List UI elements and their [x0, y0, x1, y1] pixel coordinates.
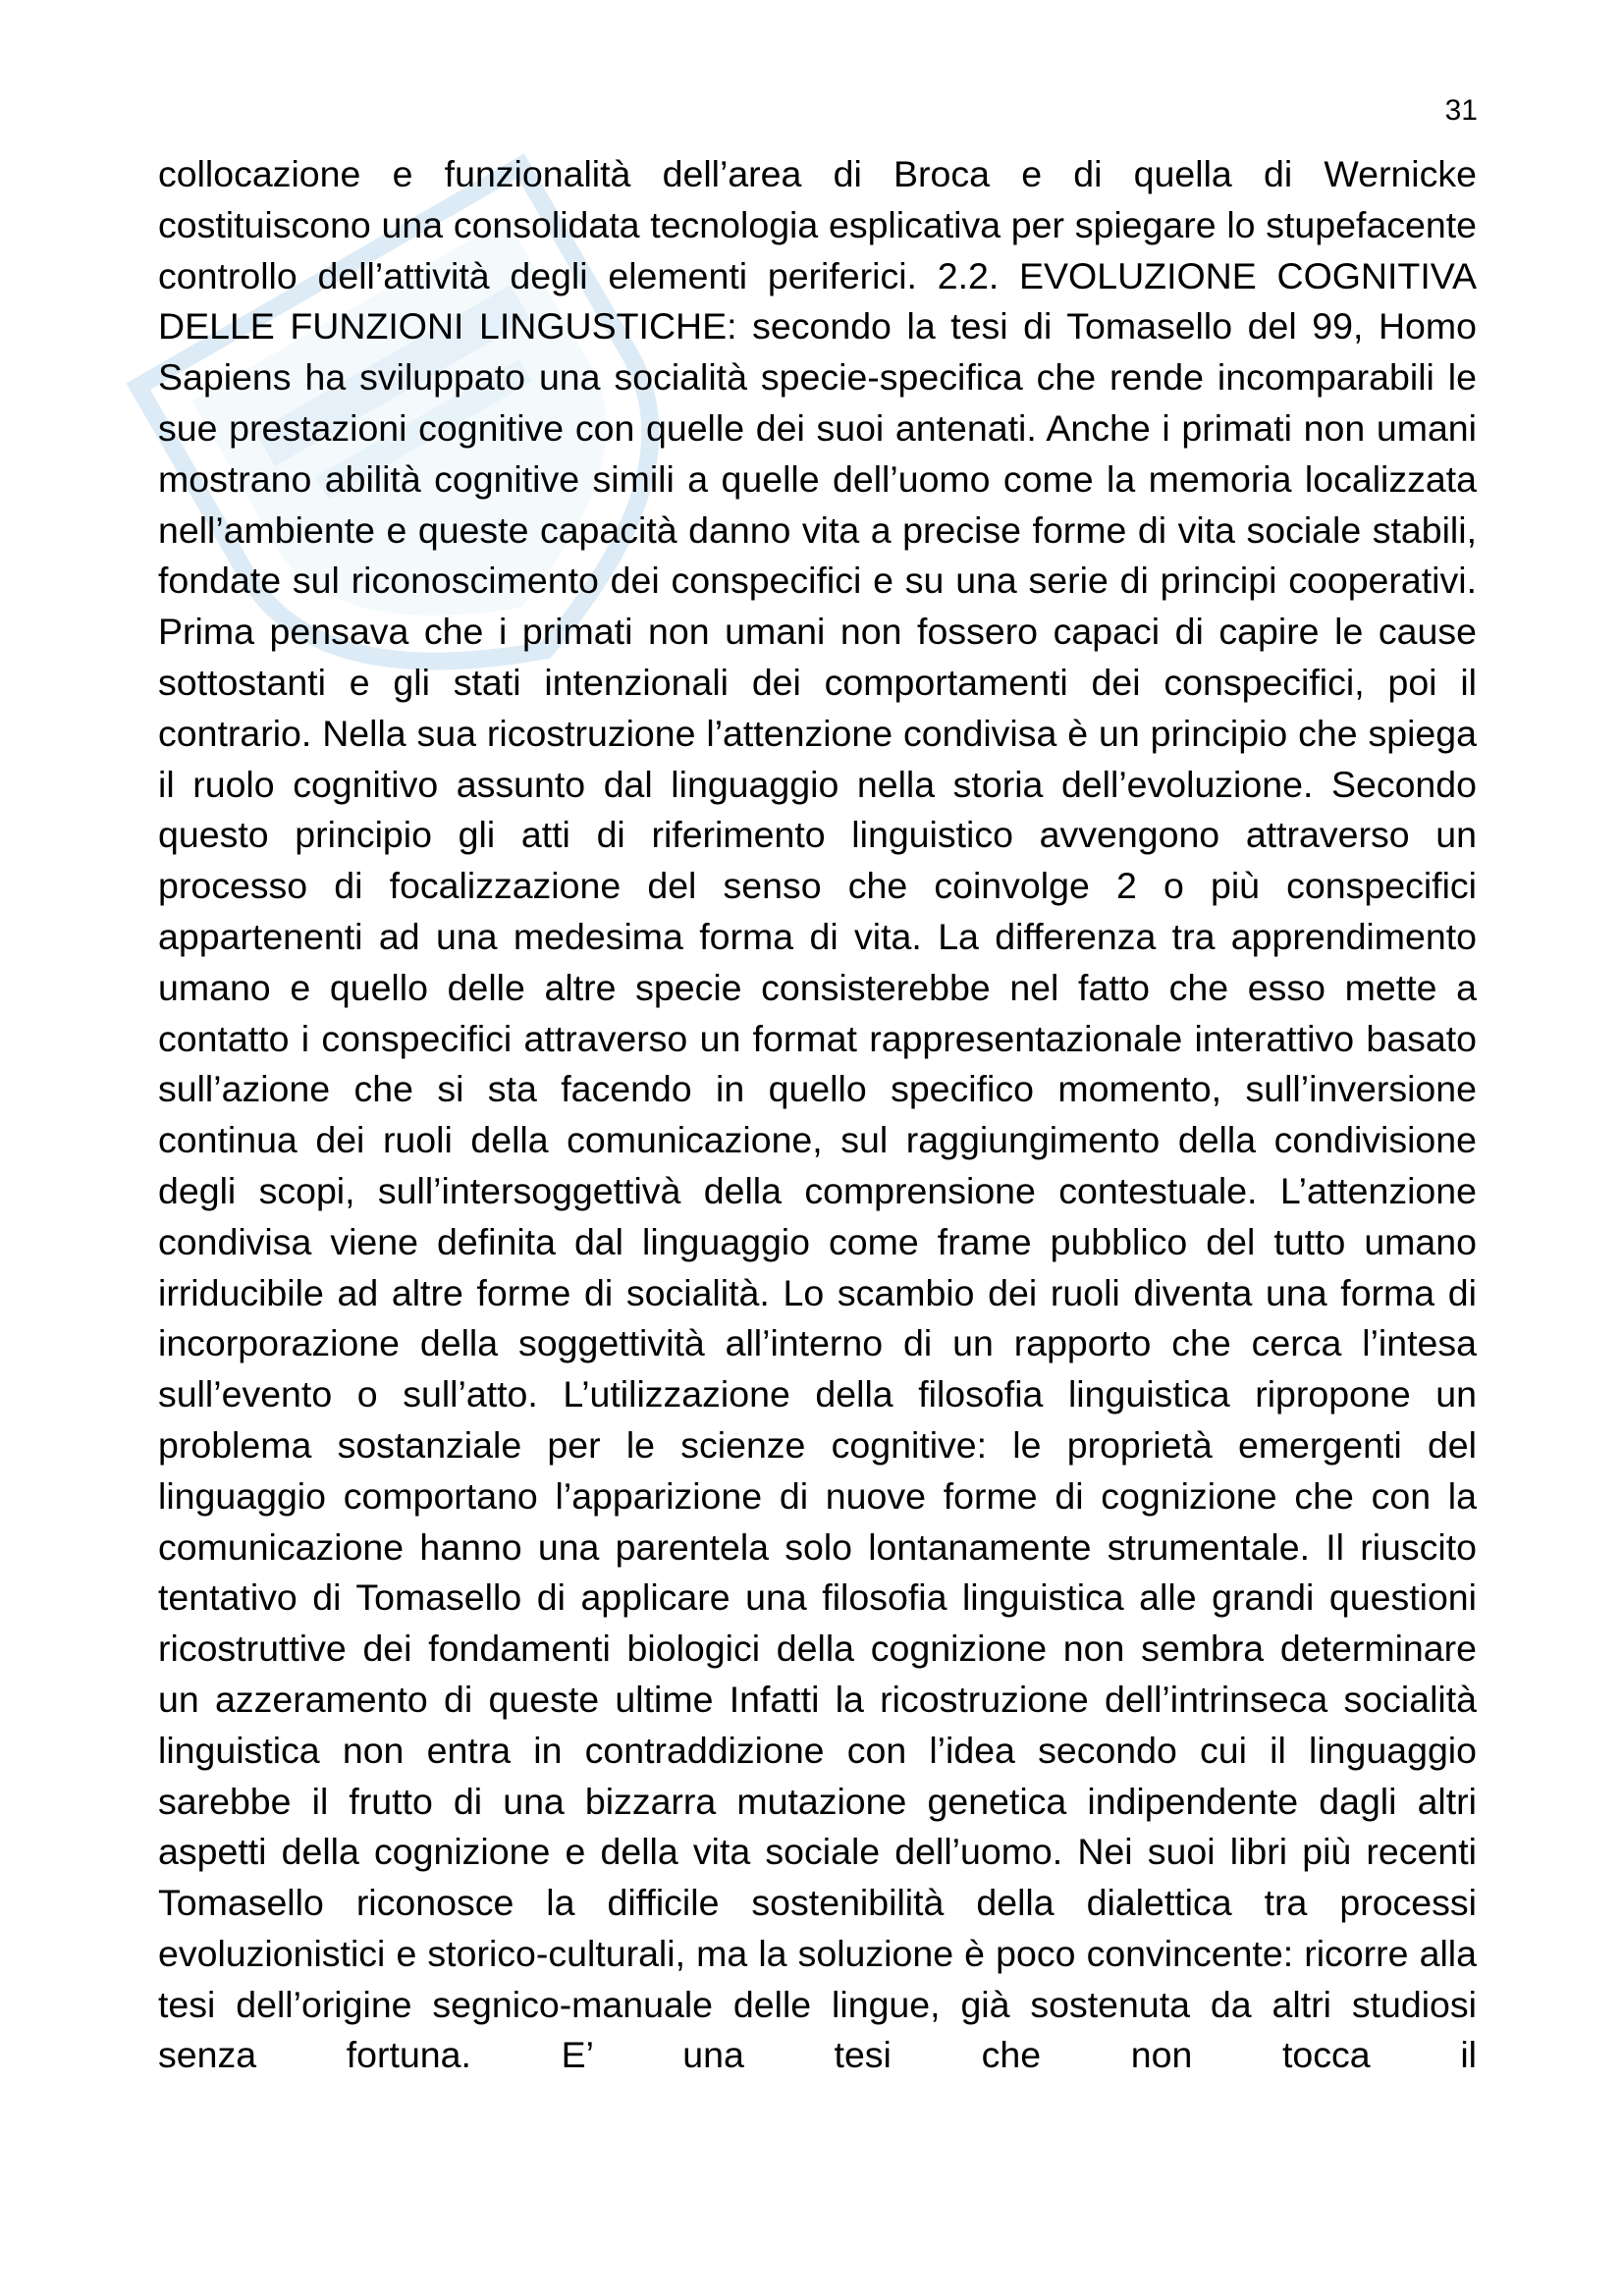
page-number: 31	[1444, 94, 1478, 127]
body-paragraph: collocazione e funzionalità dell’area di Broca e di quella di Wernicke costituiscono una consolidata tecnologia esplicativa per spiegare lo stupefacente controllo dell’attività degli elementi periferici. 2.2. EVOLUZIONE COGNITIVA DELLE FUNZIONI LINGUSTICHE: secondo la tesi di Tomasello del 99, Homo Sapiens ha sviluppato una socialità specie-specifica che rende incomparabili le sue prestazioni cognitive con quelle dei suoi antenati. Anche i primati non umani mostrano abilità cognitive simili a quelle dell’uomo come la memoria localizzata nell’ambiente e queste capacità danno vita a precise forme di vita sociale stabili, fondate sul riconoscimento dei conspecifici e su una serie di principi cooperativi. Prima pensava che i primati non umani non fossero capaci di capire le cause sottostanti e gli stati intenzionali dei comportamenti dei conspecifici, poi il contrario. Nella sua ricostruzione l’attenzione condivisa è un principio che spiega il ruolo cognitivo assunto dal linguaggio nella storia dell’evoluzione. Secondo questo principio gli atti di riferimento linguistico avvengono attraverso un processo di focalizzazione del senso che coinvolge 2 o più conspecifici appartenenti ad una medesima forma di vita. La differenza tra apprendimento umano e quello delle altre specie consisterebbe nel fatto che esso mette a contatto i conspecifici attraverso un format rappresentazionale interattivo basato sull’azione che si sta facendo in quello specifico momento, sull’inversione continua dei ruoli della comunicazione, sul raggiungimento della condivisione degli scopi, sull’intersoggettivà della comprensione contestuale. L’attenzione condivisa viene definita dal linguaggio come frame pubblico del tutto umano irriducibile ad altre forme di socialità. Lo scambio dei ruoli diventa una forma di incorporazione della soggettività all’interno di un rapporto che cerca l’intesa sull’evento o sull’atto. L’utilizzazione della filosofia linguistica ripropone un problema sostanziale per le scienze cognitive: le proprietà emergenti del linguaggio comportano l’apparizione di nuove forme di cognizione che con la comunicazione hanno una parentela solo lontanamente strumentale. Il riuscito tentativo di Tomasello di applicare una filosofia linguistica alle grandi questioni ricostruttive dei fondamenti biologici della cognizione non sembra determinare un azzeramento di queste ultime Infatti la ricostruzione dell’intrinseca socialità linguistica non entra in contraddizione con l’idea secondo cui il linguaggio sarebbe il frutto di una bizzarra mutazione genetica indipendente dagli altri aspetti della cognizione e della vita sociale dell’uomo. Nei suoi libri più recenti Tomasello riconosce la difficile sostenibilità della dialettica tra processi evoluzionistici e storico-culturali, ma la soluzione è poco convincente: ricorre alla tesi dell’origine segnico-manuale delle lingue, già sostenuta da altri studiosi senza fortuna. E’ una tesi che non tocca il	[158, 153, 1477, 2076]
